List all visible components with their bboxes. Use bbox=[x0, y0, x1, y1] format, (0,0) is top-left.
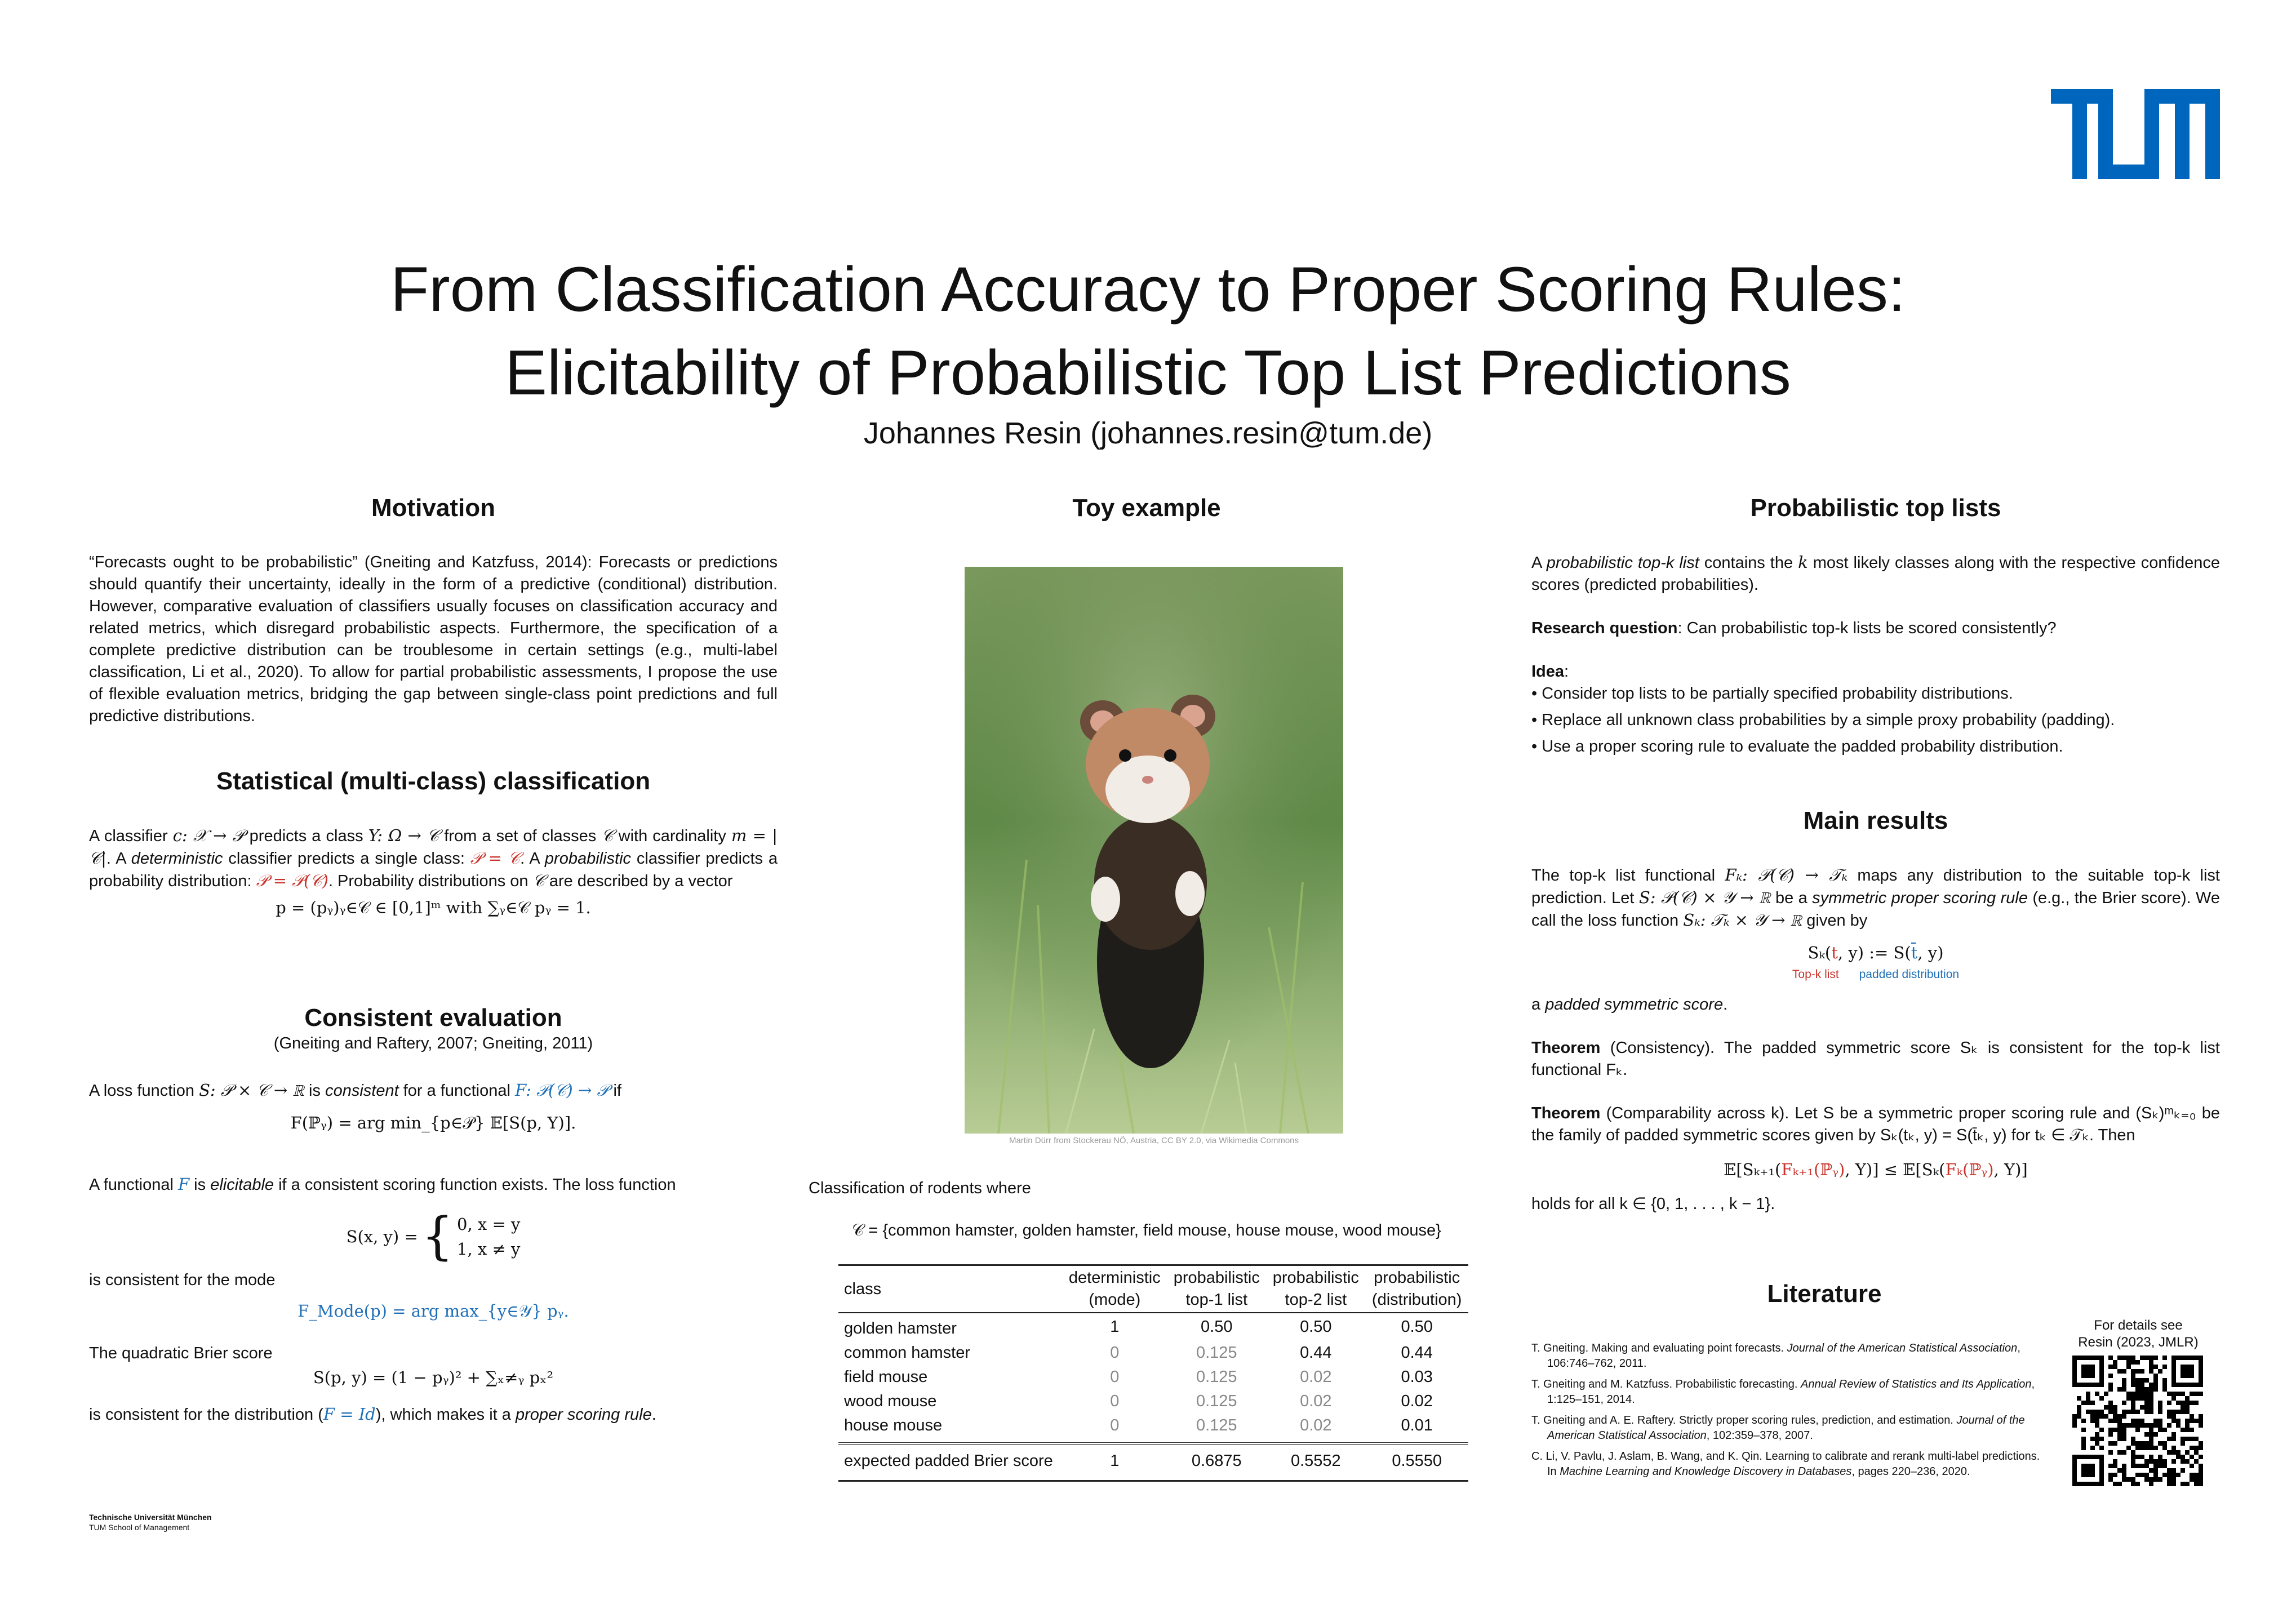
eq-part: , y) := S( bbox=[1837, 943, 1911, 962]
math-span: F bbox=[178, 1175, 190, 1194]
ref-text: T. Gneiting and A. E. Raftery. Strictly proper scoring rules, prediction, and estimation. bbox=[1531, 1414, 1957, 1427]
math-span: k bbox=[1798, 553, 1808, 572]
reference-item bbox=[1531, 1341, 2050, 1371]
brace: { bbox=[421, 1207, 454, 1266]
table-cell: 0 bbox=[1110, 1416, 1120, 1434]
author: Johannes Resin (johannes.resin@tum.de) bbox=[863, 416, 1433, 450]
rq-label: Research question bbox=[1531, 619, 1678, 637]
table-cell: 1 bbox=[1062, 1443, 1167, 1481]
text-span: A bbox=[1531, 554, 1547, 572]
motivation-heading: Motivation bbox=[371, 494, 495, 522]
math-span: 𝒞 bbox=[532, 871, 545, 890]
emphasis: proper scoring rule bbox=[515, 1406, 652, 1424]
list-item: • Replace all unknown class probabilities by a simple proxy probability (padding). bbox=[1531, 709, 2220, 731]
toy-section bbox=[809, 493, 1485, 523]
text-span: A functional bbox=[89, 1176, 178, 1194]
table-cell: 0.125 bbox=[1196, 1416, 1237, 1434]
eq-part: , Y)] ≤ 𝔼[Sₖ( bbox=[1845, 1160, 1946, 1179]
text-span: is consistent for the distribution ( bbox=[89, 1406, 323, 1424]
table-cell: 0.50 bbox=[1201, 1318, 1233, 1336]
math-span: F: 𝒫(𝒞) → 𝒫 bbox=[514, 1081, 609, 1100]
toplist-definition bbox=[1531, 552, 2220, 596]
header-line: (distribution) bbox=[1371, 1291, 1462, 1309]
rodent-table bbox=[838, 1264, 1468, 1482]
emphasis: padded symmetric score bbox=[1545, 996, 1724, 1014]
table-row bbox=[838, 1365, 1468, 1389]
text-span: maps any distribution to the suitable top-k list prediction. Let bbox=[1531, 866, 2220, 907]
research-question bbox=[1531, 617, 2220, 639]
brier-equation: S(p, y) = (1 − pᵧ)² + ∑ₓ≠ᵧ pₓ² bbox=[313, 1368, 554, 1387]
table-cell: 0.5550 bbox=[1365, 1443, 1468, 1481]
theorem-text: (Comparability across k). Let S be a symmetric proper scoring rule and (Sₖ)ᵐₖ₌₀ be the family of padded symmetric scores given by Sₖ(tₖ, y) = S(t̄ₖ, y) for tₖ ∈ 𝒯ₖ. Then bbox=[1531, 1104, 2220, 1144]
text-span: with cardinality bbox=[613, 827, 731, 845]
text-span: is bbox=[189, 1176, 211, 1194]
class-set-equation: 𝒞 = {common hamster, golden hamster, field mouse, house mouse, wood mouse} bbox=[852, 1221, 1441, 1239]
math-span: m = |𝒞| bbox=[89, 826, 778, 868]
idea-list bbox=[1531, 683, 2220, 758]
table-cell: 0.6875 bbox=[1167, 1443, 1266, 1481]
text-span: are described by a vector bbox=[544, 872, 733, 890]
math-span: S: 𝒫 × 𝒞 → ℝ bbox=[199, 1081, 304, 1100]
column-header bbox=[1062, 1265, 1167, 1313]
text-span: classifier predicts a probability distribution: bbox=[89, 850, 778, 890]
footer-university: Technische Universität München bbox=[89, 1513, 212, 1522]
eq-functional: Fₖ₊₁(ℙᵧ) bbox=[1781, 1160, 1845, 1179]
title-line-2: Elicitability of Probabilistic Top List Predictions bbox=[505, 337, 1791, 408]
math-span: Sₖ: 𝒯ₖ × 𝒴 → ℝ bbox=[1683, 910, 1802, 930]
ref-text: , 1:125–151, 2014. bbox=[1547, 1378, 2035, 1406]
reference-item bbox=[1531, 1413, 2050, 1443]
mode-text: is consistent for the mode bbox=[89, 1271, 276, 1289]
emphasis: deterministic bbox=[131, 850, 223, 868]
results-heading: Main results bbox=[1803, 807, 1948, 834]
brier-text: The quadratic Brier score bbox=[89, 1344, 273, 1362]
eq-part: , Y)] bbox=[1993, 1160, 2028, 1179]
text-span: if bbox=[609, 1082, 621, 1100]
brier-conclusion bbox=[89, 1403, 778, 1426]
table-cell: 0.5552 bbox=[1266, 1443, 1365, 1481]
tum-logo bbox=[2051, 89, 2220, 179]
results-intro bbox=[1531, 864, 2220, 932]
reference-item bbox=[1531, 1377, 2050, 1407]
header-line: deterministic bbox=[1068, 1269, 1161, 1287]
text-span: given by bbox=[1802, 912, 1868, 930]
table-cell: 1 bbox=[1110, 1318, 1120, 1336]
theorem-label: Theorem bbox=[1531, 1039, 1601, 1057]
table-cell: field mouse bbox=[844, 1368, 928, 1386]
header-line: probabilistic bbox=[1173, 1269, 1260, 1287]
table-cell: 0 bbox=[1110, 1344, 1120, 1362]
table-cell: golden hamster bbox=[844, 1319, 957, 1337]
poster-title bbox=[0, 248, 2296, 415]
ref-journal: Machine Learning and Knowledge Discovery in Databases bbox=[1560, 1465, 1852, 1478]
holds-text: holds for all k ∈ {0, 1, . . . , k − 1}. bbox=[1531, 1195, 1775, 1213]
header-line: probabilistic bbox=[1272, 1269, 1359, 1287]
toplists-section bbox=[1531, 493, 2220, 762]
reference-list bbox=[1531, 1341, 2050, 1479]
emphasis: consistent bbox=[325, 1082, 399, 1100]
header-line: (mode) bbox=[1089, 1291, 1141, 1309]
table-cell: 0.50 bbox=[1300, 1318, 1332, 1336]
motivation-text: “Forecasts ought to be probabilistic” (Gneiting and Katzfuss, 2014): Forecasts or predictions should quantify their uncertainty, ideally in the form of a predictive (conditional) distribution. However, comparative evaluation of classifiers usually focuses on classification accuracy and related metrics, which disregard probabilistic aspects. Furthermore, the specification of a complete predictive distribution can be troublesome in certain settings (e.g., multi-label classification, Li et al., 2020). To allow for partial probabilistic assessments, I propose the use of flexible evaluation metrics, bridging the gap between single-class point predictions and full predictive distributions. bbox=[89, 553, 778, 725]
table-cell: 0.01 bbox=[1401, 1416, 1433, 1434]
idea-label-text: Idea bbox=[1531, 663, 1565, 681]
table-cell: common hamster bbox=[844, 1344, 971, 1362]
table-cell: expected padded Brier score bbox=[838, 1443, 1062, 1481]
list-item: • Consider top lists to be partially specified probability distributions. bbox=[1531, 683, 2220, 705]
qr-label bbox=[2062, 1317, 2214, 1351]
table-cell: 0.03 bbox=[1401, 1368, 1433, 1386]
text-span: A classifier bbox=[89, 827, 173, 845]
math-span: c: 𝒳 → 𝒫 bbox=[172, 826, 245, 845]
math-span: 𝒫 = 𝒞 bbox=[470, 848, 521, 868]
column-header: class bbox=[838, 1265, 1062, 1313]
qr-label-line: For details see bbox=[2094, 1318, 2183, 1333]
case-1: 0, x = y bbox=[457, 1215, 521, 1234]
text-span: A loss function bbox=[89, 1082, 199, 1100]
table-cell: 0.125 bbox=[1196, 1368, 1237, 1386]
table-header-row bbox=[838, 1265, 1468, 1313]
table-cell: 0.02 bbox=[1300, 1392, 1332, 1410]
column-header bbox=[1167, 1265, 1266, 1313]
eq-padded: t̄ bbox=[1911, 943, 1918, 962]
consistent-section bbox=[89, 1003, 778, 1426]
header-line: top-1 list bbox=[1185, 1291, 1248, 1309]
table-cell: 0.02 bbox=[1401, 1392, 1433, 1410]
eq-part: Sₖ( bbox=[1808, 943, 1832, 962]
table-cell: 0.50 bbox=[1401, 1318, 1433, 1336]
table-cell: 0 bbox=[1110, 1392, 1120, 1410]
table-cell: 0.02 bbox=[1300, 1416, 1332, 1434]
motivation-section bbox=[89, 493, 778, 727]
eq-top-list: t bbox=[1831, 943, 1838, 962]
math-span: Fₖ: 𝒫(𝒞) → 𝒯ₖ bbox=[1725, 865, 1848, 885]
text-span: classifier predicts a single class: bbox=[223, 850, 470, 868]
emphasis: elicitable bbox=[210, 1176, 274, 1194]
text-span: a bbox=[1531, 996, 1546, 1014]
math-span: 𝒞 bbox=[601, 826, 614, 845]
table-body bbox=[838, 1313, 1468, 1443]
table-row bbox=[838, 1414, 1468, 1443]
emphasis: symmetric proper scoring rule bbox=[1812, 889, 2028, 907]
ref-journal: Journal of the American Statistical Association bbox=[1787, 1342, 2018, 1354]
text-span: ), which makes it a bbox=[375, 1406, 516, 1424]
table-cell: wood mouse bbox=[844, 1392, 937, 1410]
ref-text: T. Gneiting. Making and evaluating point forecasts. bbox=[1531, 1342, 1787, 1354]
annotation-padded: padded distribution bbox=[1859, 968, 1960, 981]
consistency-equation: F(ℙᵧ) = arg min_{p∈𝒫} 𝔼[S(p, Y)]. bbox=[290, 1113, 576, 1132]
hamster-photo bbox=[965, 567, 1343, 1134]
table-footer-row bbox=[838, 1443, 1468, 1481]
theorem-comparability bbox=[1531, 1103, 2220, 1146]
case-2: 1, x ≠ y bbox=[457, 1239, 521, 1259]
zero-one-loss-equation bbox=[89, 1207, 778, 1266]
text-span: . bbox=[651, 1406, 656, 1424]
math-span: 𝒫 = 𝒫(𝒞) bbox=[256, 871, 328, 890]
rq-text: : Can probabilistic top-k lists be scored consistently? bbox=[1677, 619, 2057, 637]
ref-journal: Annual Review of Statistics and Its Application bbox=[1801, 1378, 2032, 1390]
header-line: probabilistic bbox=[1374, 1269, 1460, 1287]
emphasis: probabilistic bbox=[544, 850, 632, 868]
text-span: . A bbox=[106, 850, 131, 868]
consistent-heading: Consistent evaluation bbox=[304, 1004, 562, 1032]
mode-equation: F_Mode(p) = arg max_{y∈𝒴} pᵧ. bbox=[297, 1301, 569, 1321]
ref-text: , pages 220–236, 2020. bbox=[1851, 1465, 1970, 1478]
ref-text: T. Gneiting and M. Katzfuss. Probabilistic forecasting. bbox=[1531, 1378, 1801, 1390]
literature-heading: Literature bbox=[1767, 1280, 1882, 1308]
ref-journal: Journal of the American Statistical Association bbox=[1547, 1414, 2025, 1442]
text-span: most likely classes along with the respective confidence scores (predicted probabilities). bbox=[1531, 554, 2220, 594]
qr-code-icon[interactable] bbox=[2072, 1356, 2203, 1486]
toy-content bbox=[809, 1177, 1485, 1482]
table-cell: house mouse bbox=[844, 1416, 943, 1434]
qr-label-line: Resin (2023, JMLR) bbox=[2078, 1335, 2199, 1350]
title-line-1: From Classification Accuracy to Proper Scoring Rules: bbox=[390, 254, 1906, 325]
theorem-consistency bbox=[1531, 1037, 2220, 1081]
text-span: . A bbox=[520, 850, 545, 868]
equation-lhs: S(x, y) = bbox=[346, 1227, 418, 1246]
results-section bbox=[1531, 806, 2220, 1215]
table-cell: 0.02 bbox=[1300, 1368, 1332, 1386]
text-span: (e.g., the Brier score). We call the loss function bbox=[1531, 889, 2220, 930]
annotation-top-list: Top-k list bbox=[1792, 968, 1839, 981]
math-span: S: 𝒫(𝒞) × 𝒴 → ℝ bbox=[1638, 888, 1771, 907]
footer bbox=[89, 1512, 212, 1532]
ref-text: , 106:746–762, 2011. bbox=[1547, 1342, 2020, 1370]
idea-label bbox=[1531, 661, 2220, 683]
padded-score-equation bbox=[1531, 942, 2220, 981]
text-span: from a set of classes bbox=[439, 827, 602, 845]
text-span: is bbox=[304, 1082, 326, 1100]
emphasis: probabilistic top-k list bbox=[1546, 554, 1699, 572]
elicitable-definition bbox=[89, 1174, 778, 1196]
toy-heading: Toy example bbox=[1072, 494, 1221, 522]
table-row bbox=[838, 1313, 1468, 1341]
text-span: The top-k list functional bbox=[1531, 866, 1725, 885]
consistency-definition bbox=[89, 1079, 778, 1102]
eq-functional: Fₖ(ℙᵧ) bbox=[1945, 1160, 1994, 1179]
eq-part: 𝔼[Sₖ₊₁( bbox=[1724, 1160, 1782, 1179]
table-cell: 0.44 bbox=[1300, 1344, 1332, 1362]
ref-text: , 102:359–378, 2007. bbox=[1706, 1429, 1813, 1442]
comparability-equation bbox=[1531, 1159, 2220, 1181]
text-span: contains the bbox=[1699, 554, 1798, 572]
table-cell: 0 bbox=[1110, 1368, 1120, 1386]
padded-score-name bbox=[1531, 994, 2220, 1016]
header-line: top-2 list bbox=[1285, 1291, 1347, 1309]
idea-colon: : bbox=[1564, 663, 1569, 681]
consistent-refs: (Gneiting and Raftery, 2007; Gneiting, 2011) bbox=[273, 1034, 593, 1052]
literature-section bbox=[1531, 1279, 2050, 1485]
column-header bbox=[1365, 1265, 1468, 1313]
ref-text: C. Li, V. Pavlu, J. Aslam, B. Wang, and K. Qin. Learning to calibrate and rerank multi-label predictions. In bbox=[1531, 1450, 2040, 1478]
text-span: if a consistent scoring function exists. The loss function bbox=[274, 1176, 676, 1194]
statistical-section bbox=[89, 766, 778, 919]
vector-equation: p = (pᵧ)ᵧ∈𝒞 ∈ [0,1]ᵐ with ∑ᵧ∈𝒞 pᵧ = 1. bbox=[276, 898, 591, 917]
eq-part: , y) bbox=[1917, 943, 1944, 962]
table-cell: 0.44 bbox=[1401, 1344, 1433, 1362]
theorem-label: Theorem bbox=[1531, 1104, 1601, 1122]
math-span: F = Id bbox=[323, 1405, 376, 1424]
statistical-text bbox=[89, 825, 778, 892]
text-span: . bbox=[1723, 996, 1728, 1014]
table-cell: 0.125 bbox=[1196, 1344, 1237, 1362]
theorem-text: (Consistency). The padded symmetric score Sₖ is consistent for the top-k list functional Fₖ. bbox=[1531, 1039, 2220, 1079]
list-item: • Use a proper scoring rule to evaluate the padded probability distribution. bbox=[1531, 736, 2220, 758]
photo-credit: Martin Dürr from Stockerau NÖ, Austria, CC BY 2.0, via Wikimedia Commons bbox=[1009, 1136, 1299, 1145]
toy-intro: Classification of rodents where bbox=[809, 1179, 1031, 1197]
statistical-heading: Statistical (multi-class) classification bbox=[216, 767, 651, 795]
table-row bbox=[838, 1389, 1468, 1414]
table-cell: 0.125 bbox=[1196, 1392, 1237, 1410]
math-span: Y: Ω → 𝒞 bbox=[368, 826, 439, 845]
text-span: for a functional bbox=[398, 1082, 515, 1100]
text-span: . Probability distributions on bbox=[328, 872, 533, 890]
text-span: be a bbox=[1770, 889, 1813, 907]
column-header bbox=[1266, 1265, 1365, 1313]
text-span: predicts a class bbox=[244, 827, 368, 845]
footer-school: TUM School of Management bbox=[89, 1523, 190, 1532]
table-row bbox=[838, 1341, 1468, 1365]
reference-item bbox=[1531, 1449, 2050, 1479]
toplists-heading: Probabilistic top lists bbox=[1750, 494, 2001, 522]
